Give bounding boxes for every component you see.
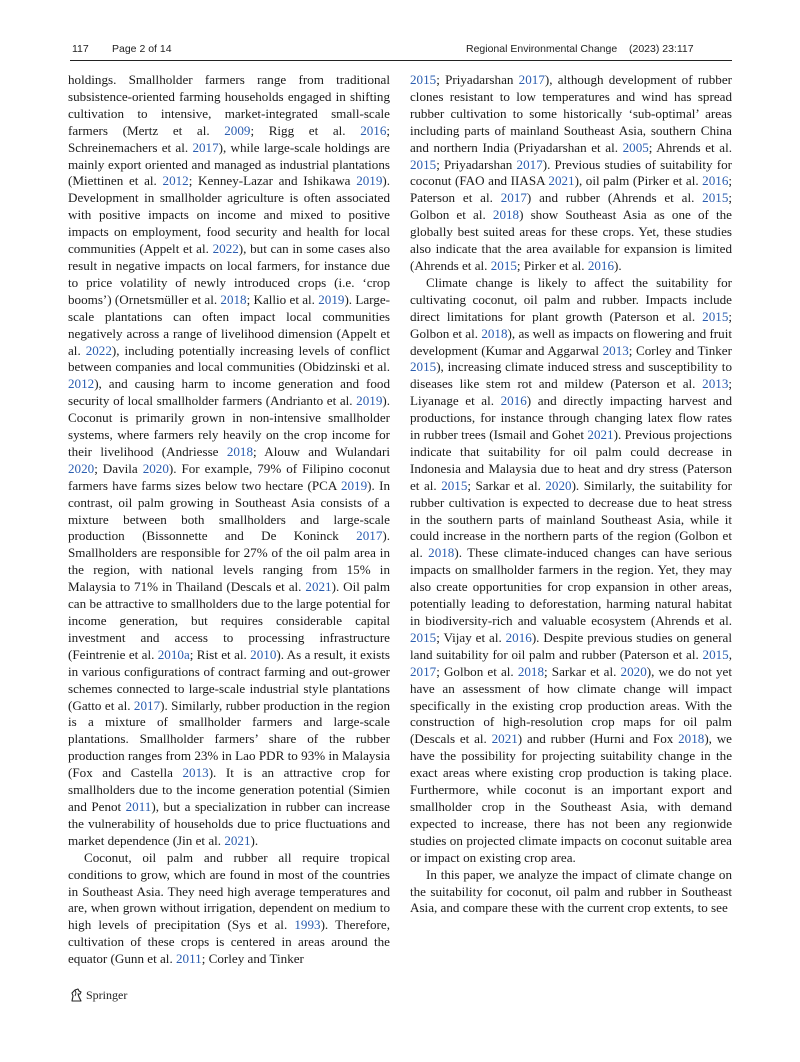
journal-citation: (2023) 23:117 (629, 43, 694, 55)
body-text: ). Previous studies of suitability for coconut (FAO and IIASA (410, 156, 732, 189)
citation-link[interactable]: 2012 (162, 173, 189, 189)
body-text: ; Kallio et al. (246, 291, 319, 307)
body-text: ; Paterson et al. (410, 173, 732, 206)
body-text: ; Alouw and Wulandari (253, 443, 390, 459)
citation-link[interactable]: 2017 (192, 139, 219, 155)
body-text: ). As a result, it exists in various configurations of contract farming and out-grower schemes connected to large-scale industrial style plantations (Gatto et al. (68, 646, 390, 713)
body-text: ), while large-scale holdings are mainly export oriented and managed as industrial plantations (Miettinen et al. (68, 139, 390, 189)
left-column (68, 72, 390, 968)
right-column (410, 72, 732, 917)
body-text: ) show Southeast Asia as one of the globally best suited areas for these crops. Yet, these studies also indicate that the area available for expansion is limited (Ahrends et al. (410, 207, 732, 273)
body-text: ; Schreinemachers et al. (68, 122, 391, 155)
body-text: ; Corley and Tinker (628, 342, 732, 358)
body-text: ; Sarkar et al. (544, 663, 621, 679)
citation-link[interactable]: 2020 (142, 460, 169, 476)
citation-link[interactable]: 2010 (250, 646, 277, 662)
citation-link[interactable]: 2012 (68, 376, 95, 392)
body-text: , (728, 646, 732, 662)
citation-link[interactable]: 2016 (360, 122, 387, 138)
paragraph (410, 72, 732, 275)
page-of: Page 2 of 14 (112, 43, 172, 55)
body-text: ). Coconut is primarily grown in non-intensive smallholder systems, where farmers rely heavily on the crop income for their livelihood (Andriesse (68, 393, 390, 459)
citation-link[interactable]: 2015 (490, 257, 517, 273)
citation-link[interactable]: 2015 (441, 477, 468, 493)
body-text: ; Golbon et al. (436, 663, 518, 679)
citation-link[interactable]: 2020 (545, 477, 572, 493)
citation-link[interactable]: 2018 (492, 207, 520, 223)
body-text: ), as well as impacts on flowering and fruit development (Kumar and Aggarwal (410, 325, 732, 358)
citation-link[interactable]: 2020 (68, 460, 95, 476)
citation-link[interactable]: 2015 (702, 646, 729, 662)
body-text: ; Vijay et al. (436, 629, 506, 645)
citation-link[interactable]: 2021 (224, 832, 251, 848)
citation-link[interactable]: 2016 (702, 173, 729, 189)
citation-link[interactable]: 2017 (516, 156, 543, 172)
citation-link[interactable]: 2013 (702, 376, 729, 392)
body-text: ). Large-scale plantations can often impact local communities negatively across a range of livelihood dimension (Appelt et al. (68, 291, 391, 358)
body-text: ). Previous projections indicate that suitability for oil palm could decrease in Indonesia and Malaysia due to heat and dry stress (Paterson et al. (410, 427, 732, 493)
citation-link[interactable]: 2015 (410, 156, 437, 172)
body-text: ; Ahrends et al. (648, 139, 732, 155)
citation-link[interactable]: 2019 (356, 173, 383, 189)
body-text: ; Priyadarshan (436, 72, 519, 87)
paragraph (68, 72, 390, 850)
citation-link[interactable]: 2022 (85, 342, 112, 358)
citation-link[interactable]: 2011 (176, 951, 202, 967)
body-text: ; Pirker et al. (516, 257, 588, 273)
body-text: ). Therefore, cultivation of these crops is centered in areas around the equator (Gunn et al. (68, 917, 390, 967)
body-text: Climate change is likely to affect the suitability for cultivating coconut, oil palm and rubber. Impacts include direct limitations for plant growth (Paterson et al. (410, 274, 732, 324)
springer-horse-icon (70, 988, 83, 1002)
body-text: ). Oil palm can be attractive to smallholders due to the large potential for income generation, but requires considerable capital investment and access to processing infrastructure (Feintrenie et al. (68, 579, 391, 662)
citation-link[interactable]: 2021 (548, 173, 575, 189)
citation-link[interactable]: 2009 (224, 122, 251, 138)
citation-link[interactable]: 2010a (157, 646, 190, 662)
citation-link[interactable]: 2015 (410, 629, 437, 645)
body-text: ; Golbon et al. (410, 190, 732, 223)
body-text: ; Davila (94, 460, 143, 476)
citation-link[interactable]: 2017 (518, 72, 545, 87)
body-text: ). For example, 79% of Filipino coconut farmers have farms sizes below two hectare (PCA (68, 460, 391, 493)
body-text: holdings. Smallholder farmers range from traditional subsistence-oriented farming households engaged in shifting cultivation to intensive, market-integrated small-scale farmers (Mertz et al. (68, 72, 390, 138)
citation-link[interactable]: 2018 (428, 545, 455, 561)
body-text: ), we have the possibility for projecting suitability change in the exact areas where existing crop production is taking place. Furthermore, while coconut is an important export and smallholder crop in the Southeast Asia, with demand expected to increase, there has not been any regionwide studies on projected climate impacts on coconut suitable area or impact on existing crop area. (410, 731, 732, 865)
body-text: Coconut, oil palm and rubber all require tropical conditions to grow, which are found in most of the countries in Southeast Asia. They need high average temperatures and are, when grown without irrigation, dependent on medium to high levels of precipitation (Sys et al. (68, 849, 390, 933)
citation-link[interactable]: 2017 (410, 663, 437, 679)
citation-link[interactable]: 2013 (182, 765, 209, 781)
citation-link[interactable]: 2021 (305, 579, 332, 595)
citation-link[interactable]: 2013 (602, 342, 629, 358)
publisher-name: Springer (86, 988, 128, 1002)
citation-link[interactable]: 2016 (505, 629, 532, 645)
paragraph (410, 275, 732, 867)
citation-link[interactable]: 2015 (702, 190, 729, 206)
citation-link[interactable]: 2015 (410, 359, 437, 375)
citation-link[interactable]: 2017 (133, 697, 161, 713)
body-text: ). These climate-induced changes can have serious impacts on smallholder farmers in the region. Yet, they may also create opportunities for crop expansion in other areas, potentially leading to deforestation, harming natural habitat in biodiversity-rich and valuable ecosystem (Ahrends et al. (410, 545, 733, 628)
body-text: ), although development of rubber clones resistant to low temperatures and wind has spread rubber cultivation to some historically ‘sub-optimal’ areas including parts of mainland Southeast Asia, southern China and northern India (Priyadarshan et al. (410, 72, 732, 155)
citation-link[interactable]: 2020 (620, 663, 647, 679)
body-text: ). (614, 257, 622, 273)
paragraph (68, 850, 390, 968)
body-text: ). Similarly, rubber production in the region is a mixture of smallholder farmers and large-scale plantations. Smallholder farmers’ share of the rubber production ranges from 23% in Lao PDR to 93% in Malaysia (Fox and Castella (68, 697, 391, 781)
citation-link[interactable]: 2018 (481, 325, 508, 341)
citation-link[interactable]: 2018 (517, 663, 545, 679)
citation-link[interactable]: 2015 (702, 308, 729, 324)
citation-link[interactable]: 2019 (318, 291, 345, 307)
running-header (70, 40, 732, 60)
body-text: ). Development in smallholder agriculture is often associated with positive impacts on income and mixed to positive impacts on employment, food security and health for local communities (Appelt et al. (68, 173, 391, 257)
body-text: ), but a specialization in rubber can increase the vulnerability of households due to price fluctuations and market dependence (Jin et al. (68, 798, 390, 848)
journal-name: Regional Environmental Change (466, 43, 618, 55)
body-text: ), but can in some cases also result in negative impacts on local farmers, for instance due to price volatility of newly introduced crops (i.e. ‘crop booms’) (Ornetsmüller et al. (68, 241, 391, 307)
body-text: ), including potentially increasing levels of conflict between companies and local communities (Obidzinski et al. (68, 342, 390, 375)
page-number: 117 (72, 43, 89, 55)
body-text: ; Priyadarshan (436, 156, 517, 172)
body-text: ), and causing harm to income generation and food security of local smallholder farmers (Andrianto et al. (68, 376, 390, 409)
header-rule (70, 60, 732, 61)
citation-link[interactable]: 2021 (587, 427, 614, 443)
body-text: ) and rubber (Hurni and Fox (517, 731, 679, 747)
body-text: ). Similarly, the suitability for rubber cultivation is expected to decrease due to heat stress in the southern parts of mainland Southeast Asia, while it could increase in the northern parts of the region (Golbon et al. (410, 477, 733, 561)
body-text: ). Despite previous studies on general land suitability for oil palm and rubber (Paterson et al. (410, 629, 732, 662)
body-text: ; Kenney-Lazar and Ishikawa (188, 173, 357, 189)
body-text: ; Rigg et al. (250, 122, 361, 138)
citation-link[interactable]: 2015 (410, 72, 437, 87)
citation-link[interactable]: 2018 (226, 443, 254, 459)
body-text: ), increasing climate induced stress and susceptibility to diseases like stem rot and mildew (Paterson et al. (410, 359, 732, 392)
body-text: ). In contrast, oil palm growing in Southeast Asia consists of a mixture between both smallholders and large-scale production (Bissonnette and De Koninck (68, 477, 390, 544)
citation-link[interactable]: 1993 (294, 917, 321, 933)
body-text: ) and directly impacting harvest and productions, for instance through changing latex flow rates in rubber trees (Ismail and Gohet (410, 393, 732, 443)
citation-link[interactable]: 2018 (220, 291, 247, 307)
body-text: ). It is an attractive crop for smallholders due to the income generation potential (Simien and Penot (68, 765, 390, 814)
citation-link[interactable]: 2011 (125, 798, 152, 814)
body-text: In this paper, we analyze the impact of climate change on the suitability for coconut, oil palm and rubber in Southeast Asia, and compare these with the current crop extents, to see (410, 866, 732, 916)
body-text: ) and rubber (Ahrends et al. (526, 190, 703, 206)
citation-link[interactable]: 2017 (356, 528, 383, 544)
paragraph (410, 867, 732, 918)
body-text: ; Corley and Tinker (201, 951, 304, 967)
body-text: ), oil palm (Pirker et al. (574, 173, 703, 189)
citation-link[interactable]: 2017 (500, 190, 527, 206)
citation-link[interactable]: 2005 (622, 139, 649, 155)
citation-link[interactable]: 2022 (212, 241, 239, 257)
citation-link[interactable]: 2016 (500, 393, 527, 409)
citation-link[interactable]: 2016 (587, 257, 614, 273)
citation-link[interactable]: 2018 (678, 731, 705, 747)
citation-link[interactable]: 2019 (356, 393, 383, 409)
body-text: ; Liyanage et al. (410, 376, 732, 409)
body-text: ). (250, 832, 259, 848)
citation-link[interactable]: 2021 (491, 731, 518, 747)
body-text: ; Rist et al. (189, 646, 251, 662)
body-text: ; Sarkar et al. (467, 477, 546, 493)
body-text: ), we do not yet have an assessment of how climate change will impact specifically in the existing crop production areas. With the construction of high-resolution crop maps for oil palm (Descals et al. (410, 663, 732, 747)
body-text: ; Golbon et al. (410, 308, 732, 341)
citation-link[interactable]: 2019 (340, 477, 368, 493)
body-text: ). Smallholders are responsible for 27% of the oil palm area in the region, with national levels ranging from 15% in Malaysia to 71% in Thailand (Descals et al. (68, 528, 390, 595)
